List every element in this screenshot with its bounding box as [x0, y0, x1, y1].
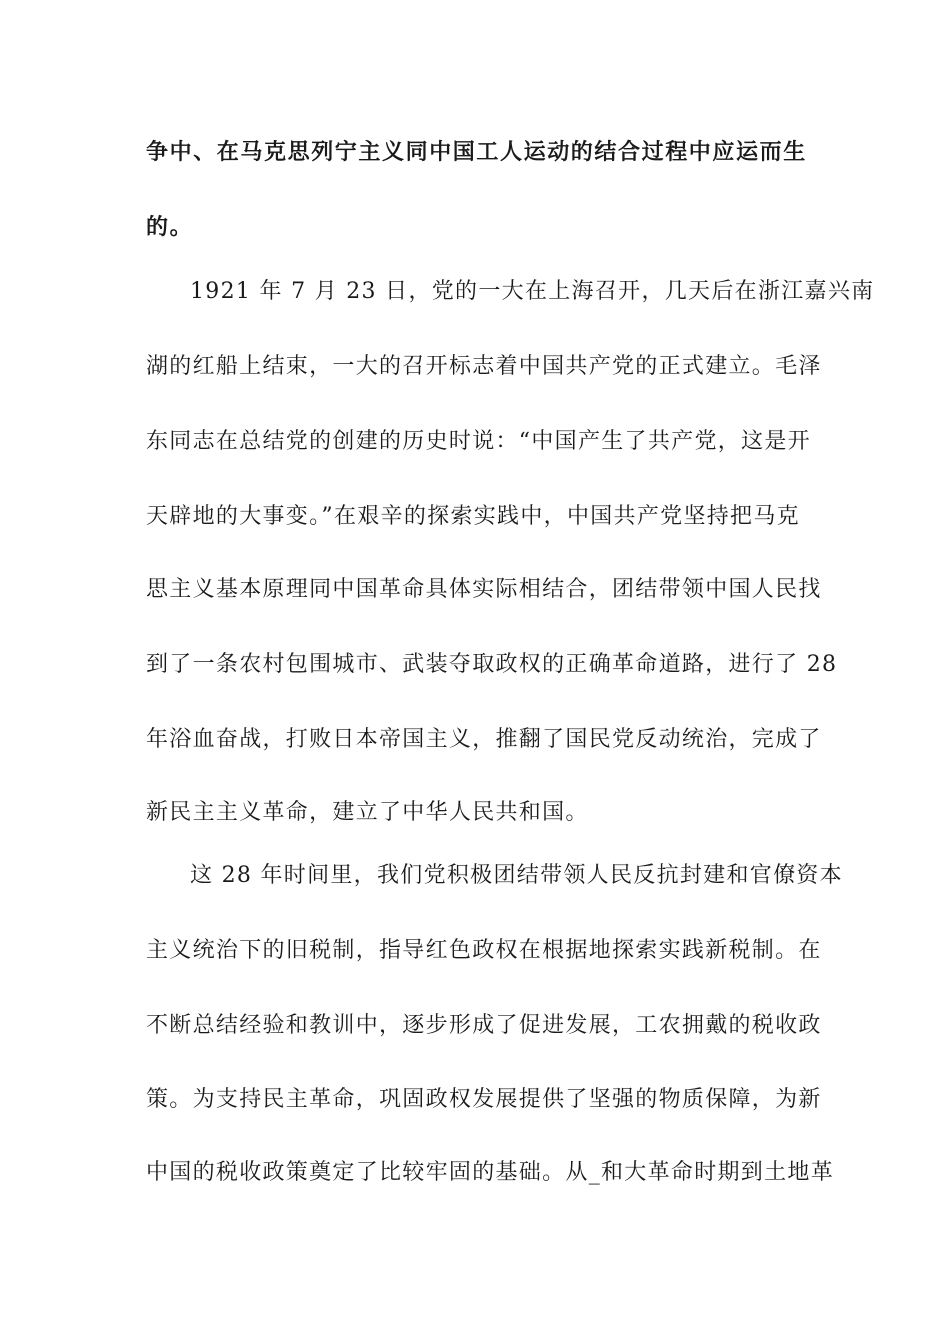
- paragraph-2-line-1: 这 28 年时间里，我们党积极团结带领人民反抗封建和官僚资本: [190, 863, 843, 888]
- heading-line-1: 争中、在马克思列宁主义同中国工人运动的结合过程中应运而生: [146, 139, 807, 165]
- paragraph-1-line-2: 湖的红船上结束，一大的召开标志着中国共产党的正式建立。毛泽: [146, 354, 822, 379]
- paragraph-2-line-3: 不断总结经验和教训中，逐步形成了促进发展，工农拥戴的税收政: [146, 1013, 822, 1038]
- paragraph-1-line-5: 思主义基本原理同中国革命具体实际相结合，团结带领中国人民找: [146, 577, 822, 602]
- paragraph-2-line-4: 策。为支持民主革命，巩固政权发展提供了坚强的物质保障，为新: [146, 1087, 822, 1112]
- paragraph-1-line-1: 1921 年 7 月 23 日，党的一大在上海召开，几天后在浙江嘉兴南: [190, 279, 875, 304]
- paragraph-2-line-5: 中国的税收政策奠定了比较牢固的基础。从_和大革命时期到土地革: [146, 1160, 835, 1185]
- paragraph-1-line-4: 天辟地的大事变。”在艰辛的探索实践中，中国共产党坚持把马克: [146, 504, 800, 529]
- paragraph-1-line-3: 东同志在总结党的创建的历史时说：“中国产生了共产党，这是开: [146, 429, 811, 454]
- paragraph-1-line-8: 新民主主义革命，建立了中华人民共和国。: [146, 800, 589, 825]
- paragraph-1-line-7: 年浴血奋战，打败日本帝国主义，推翻了国民党反动统治，完成了: [146, 727, 822, 752]
- paragraph-1-line-6: 到了一条农村包围城市、武装夺取政权的正确革命道路，进行了 28: [146, 652, 838, 677]
- paragraph-2-line-2: 主义统治下的旧税制，指导红色政权在根据地探索实践新税制。在: [146, 938, 822, 963]
- heading-line-2: 的。: [146, 214, 194, 240]
